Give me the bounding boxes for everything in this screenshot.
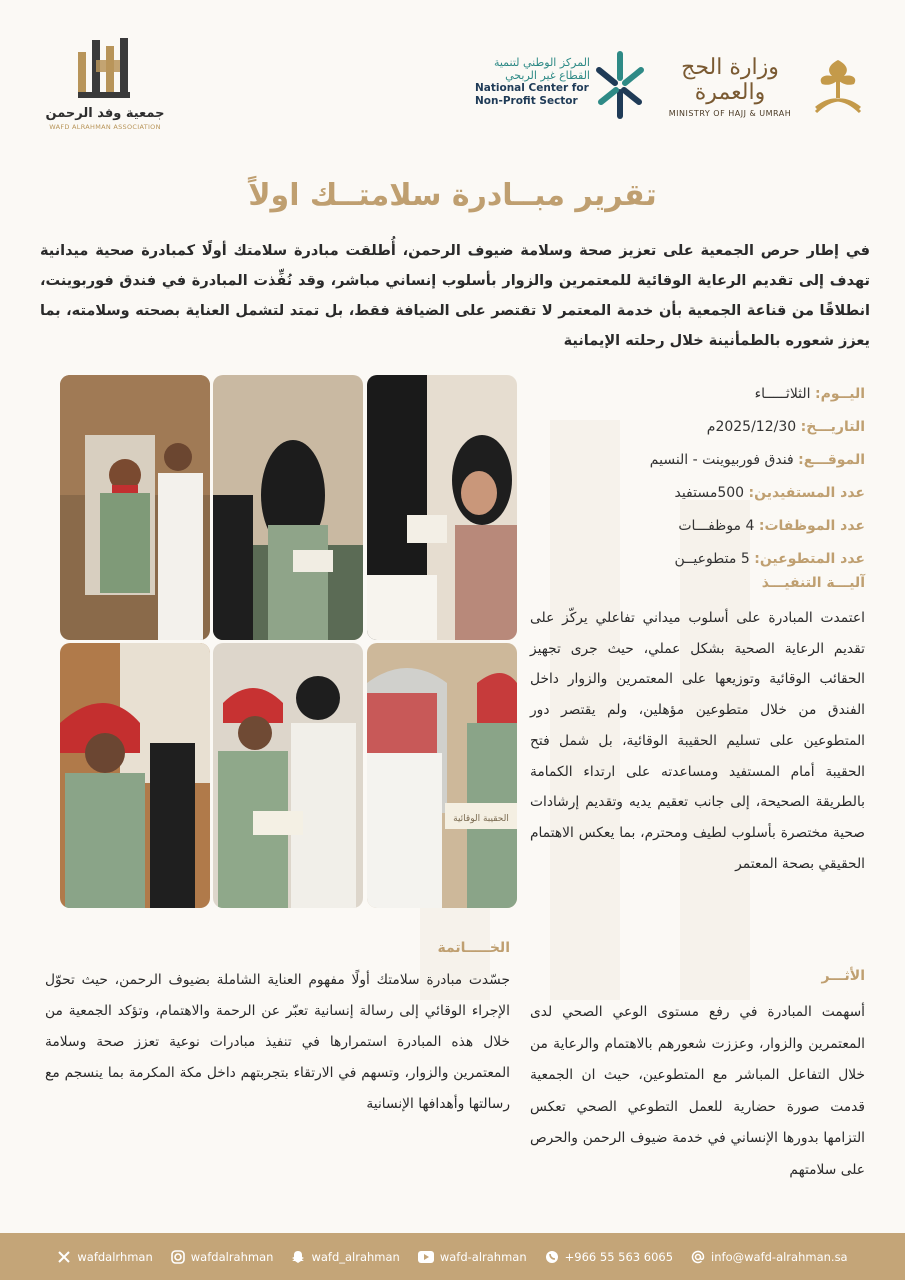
event-info: [530, 378, 865, 576]
footer-whatsapp[interactable]: [545, 1250, 673, 1264]
ncnp-name-ar-2: القطاع غير الربحي: [505, 69, 590, 82]
photo-4: [60, 643, 210, 908]
youtube-icon: [418, 1251, 434, 1263]
photo-2: [213, 375, 363, 640]
ncnp-name-en-1: National Center for: [475, 82, 589, 94]
photo-5-image: [213, 643, 363, 908]
intro-paragraph: في إطار حرص الجمعية على تعزيز صحة وسلامة ضيوف الرحمن، أُطلقت مبادرة سلامتك أولًا كمبادرة صحية ميدانية تهدف إلى تقديم الرعاية الوقائية للمعتمرين والزوار بأسلوب إنساني مباشر، وقد نُفِّذت المبادرة في فندق فوربوينت، انطلاقًا من قناعة الجمعية بأن خدمة المعتمر لا تقتصر على الضيافة فقط، بل تمتد لتشمل العناية بصحته وسلامته، بما يعزز شعوره بالطمأنينة خلال رحلته الإيمانية: [40, 243, 870, 349]
at-icon: [691, 1250, 705, 1264]
photo-2-image: [213, 375, 363, 640]
info-location: [530, 444, 865, 477]
photo-gallery: [60, 375, 520, 910]
info-location-label: الموقـــع:: [798, 452, 865, 468]
impact-text: أسهمت المبادرة في رفع مستوى الوعي الصحي لدى المعتمرين والزوار، وعززت شعورهم بالاهتمام والرعاية من خلال التفاعل المباشر مع المتطوعين، حيث ان الجمعية قدمت صورة حضارية للعمل التطوعي الصحي تعكس التزامها بدورها الإنساني في خدمة ضيوف الرحمن والحرص على سلامتهم: [530, 1004, 865, 1178]
footer-email-address: info@wafd-alrahman.sa: [711, 1249, 848, 1264]
info-day-label: اليــوم:: [815, 386, 865, 402]
photo-3: [367, 375, 517, 640]
whatsapp-icon: [545, 1250, 559, 1264]
ministry-logo: [660, 55, 800, 120]
info-date-label: التاريـــخ:: [800, 419, 865, 435]
instagram-icon: [171, 1250, 185, 1264]
info-beneficiaries-value: 500مستفيد: [674, 485, 745, 501]
report-title: تقرير مبــادرة سلامتــك اولاً: [248, 178, 657, 213]
info-employees-value: 4 موظفـــات: [678, 518, 755, 534]
mechanism-text: اعتمدت المبادرة على أسلوب ميداني تفاعلي يركّز على تقديم الرعاية الصحية بشكل عملي، حيث جرى تجهيز الحقائب الوقائية وتوزيعها على المعتمرين والزوار داخل الفندق من خلال متطوعين مؤهلين، ولم يقتصر دور المتطوعين على تسليم الحقيبة الوقائية، بل شمل فتح الحقيبة أمام المستفيد ومساعدته على ارتداء الكمامة بالطريقة الصحيحة، إلى جانب تعقيم يديه وتقديم إرشادات صحية مختصرة بأسلوب لطيف ومحترم، بما يعكس الاهتمام الحقيقي بصحة المعتمر: [530, 610, 865, 872]
photo-1-image: [60, 375, 210, 640]
x-icon: [57, 1250, 71, 1264]
photo-5: [213, 643, 363, 908]
info-day-value: الثلاثـــــاء: [754, 386, 811, 402]
header: [0, 0, 905, 150]
association-name-en: WAFD ALRAHMAN ASSOCIATION: [49, 123, 161, 131]
footer-youtube[interactable]: [418, 1250, 527, 1264]
footer-x[interactable]: [57, 1250, 152, 1264]
ministry-name-en: MINISTRY OF HAJJ & UMRAH: [668, 109, 792, 118]
photo-6-image: [367, 643, 517, 908]
info-volunteers: [530, 543, 865, 576]
photo-1: [60, 375, 210, 640]
info-day: [530, 378, 865, 411]
footer-whatsapp-number: +966 55 563 6065: [564, 1249, 674, 1264]
footer-instagram[interactable]: [171, 1250, 274, 1264]
footer-x-handle: wafdalrhman: [77, 1249, 153, 1264]
ncnp-name-ar-1: المركز الوطني لتنمية: [493, 56, 590, 69]
footer-instagram-handle: wafdalrahman: [190, 1249, 274, 1264]
info-beneficiaries-label: عدد المستفيدين:: [748, 485, 865, 501]
footer-snapchat-handle: wafd_alrahman: [311, 1249, 400, 1264]
conclusion-text: جسّدت مبادرة سلامتك أولًا مفهوم العناية الشاملة بضيوف الرحمن، حيث تحوّل الإجراء الوقائي إلى رسالة إنسانية تعبّر عن الرحمة والاهتمام، وتؤكد الجمعية من خلال هذه المبادرة استمرارها في تنفيذ مبادرات نوعية تعزز صحة وسلامة المعتمرين والزوار، وتسهم في الارتقاء بتجربتهم داخل مكة المكرمة بما ينسجم مع رسالتها وأهدافها الإنسانية: [45, 972, 510, 1112]
info-employees: [530, 510, 865, 543]
footer-email[interactable]: [691, 1250, 848, 1264]
footer-bar: [0, 1233, 905, 1280]
photo-6: [367, 643, 517, 908]
footer-youtube-handle: wafd-alrahman: [439, 1249, 527, 1264]
info-date-value: 2025/12/30م: [706, 419, 797, 435]
info-volunteers-value: 5 متطوعيــن: [674, 551, 750, 567]
footer-snapchat[interactable]: [291, 1250, 399, 1264]
info-date: [530, 411, 865, 444]
info-volunteers-label: عدد المتطوعين:: [754, 551, 865, 567]
info-employees-label: عدد الموظفات:: [758, 518, 865, 534]
snapchat-icon: [291, 1250, 305, 1264]
info-beneficiaries: [530, 477, 865, 510]
association-logo: [40, 30, 170, 131]
ncnp-name-en-2: Non-Profit Sector: [475, 95, 578, 107]
photo-4-image: [60, 643, 210, 908]
impact-title: الأثـــر: [821, 968, 865, 984]
ncnp-star-icon: [593, 50, 648, 120]
info-location-value: فندق فوربيوينت - النسيم: [649, 452, 794, 468]
ncnp-logo: [475, 50, 650, 130]
saudi-emblem-icon: [808, 50, 868, 120]
association-name-ar: جمعية وفد الرحمن: [45, 106, 165, 121]
bag-label: الحقيبة الوقائية: [453, 814, 509, 824]
mechanism-title: آليـــة التنفيـــذ: [761, 575, 865, 591]
ministry-name-ar: وزارة الحج والعمرة: [681, 55, 779, 105]
photo-3-image: [367, 375, 517, 640]
conclusion-title: الخـــــاتمة: [437, 940, 510, 956]
association-logo-icon: [60, 30, 150, 100]
